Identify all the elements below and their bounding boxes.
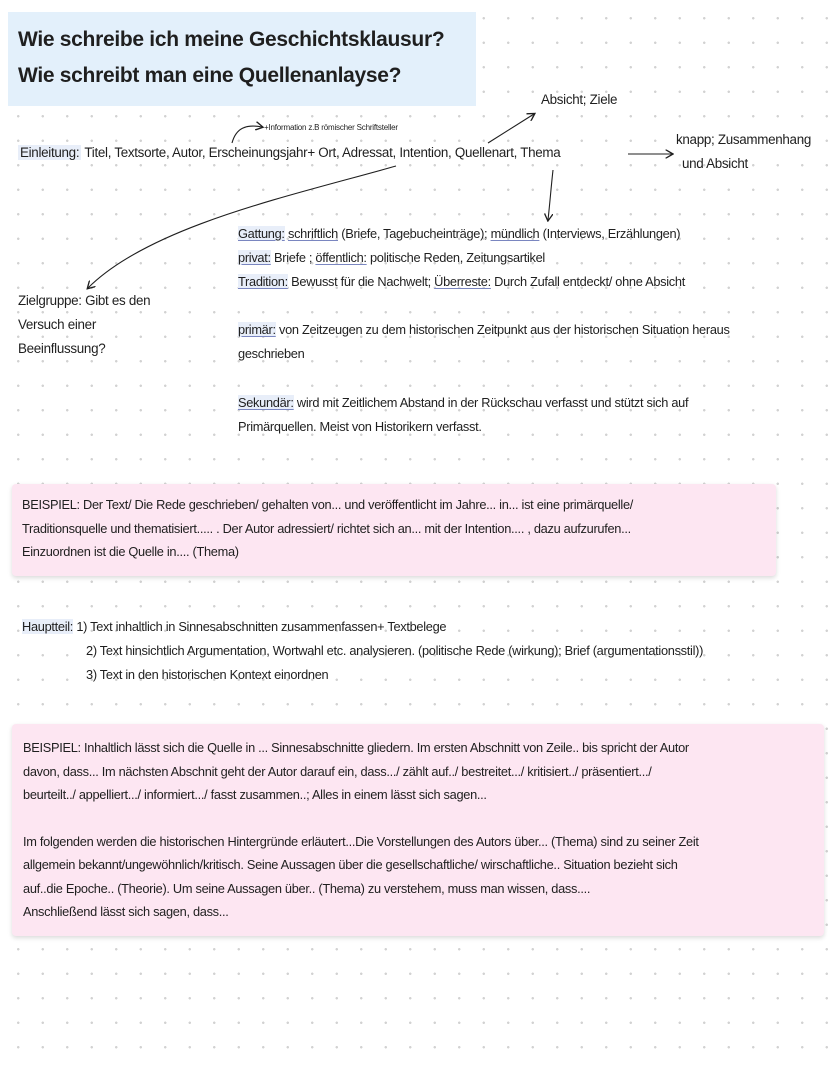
knapp-note-line2: und Absicht: [682, 156, 748, 171]
beispiel1-line3: Einzuordnen ist die Quelle in.... (Thema): [22, 544, 239, 559]
zielgruppe-line2: Versuch einer: [18, 317, 96, 332]
beispiel2-p2-line2: allgemein bekannt/ungewöhnlich/kritisch. Seine Aussagen über die gesellschaftliche/ wirschaftliche.. Situation bezieht sich: [23, 857, 678, 872]
einleitung-line: [18, 145, 560, 160]
hauptteil-line1: [22, 619, 446, 634]
knapp-note-line1: knapp; Zusammenhang: [676, 132, 811, 147]
page-subtitle: Wie schreibt man eine Quellenanlayse?: [18, 64, 402, 87]
zielgruppe-line1: Zielgruppe: Gibt es den: [18, 293, 151, 308]
beispiel2-p1-line3: beurteilt../ appelliert.../ informiert.../ fasst zusammen..; Alles in einem lässt sich sagen...: [23, 787, 487, 802]
beispiel1-line1: BEISPIEL: Der Text/ Die Rede geschrieben/ gehalten von... und veröffentlicht im Jahre... in... ist eine primärquelle/: [22, 497, 634, 512]
oeffentlich-text: politische Reden, Zeitungsartikel: [369, 250, 545, 265]
ueberreste-label: Überreste:: [434, 274, 491, 289]
arrow-to-quellenart: [548, 170, 553, 220]
hauptteil-item2: 2) Text hinsichtlich Argumentation, Wortwahl etc. analysieren. (politische Rede (wirkung); Brief (argumentationsstil)): [86, 643, 704, 658]
sekundaer-text: wird mit Zeitlichem Abstand in der Rückschau verfasst und stützt sich auf: [296, 395, 689, 410]
page-title: Wie schreibe ich meine Geschichtsklausur?: [18, 28, 445, 51]
einleitung-text: Titel, Textsorte, Autor, Erscheinungsjahr+ Ort, Adressat, Intention, Quellenart, Thema: [84, 145, 561, 160]
tradition-text: Bewusst für die Nachwelt;: [291, 274, 431, 289]
tradition-label: Tradition:: [238, 274, 288, 289]
beispiel2-p1-line2: davon, dass... Im nächsten Abschnit geht der Autor darauf ein, dass.../ zählt auf../ bestreitet.../ kritisiert../ präsentiert.../: [23, 763, 652, 779]
oeffentlich-label: öffentlich:: [315, 250, 367, 265]
privat-text: Briefe ;: [274, 250, 313, 265]
zielgruppe-line3: Beeinflussung?: [18, 341, 106, 356]
sekundaer-label: Sekundär:: [238, 395, 294, 410]
gattung-line: [238, 226, 680, 241]
beispiel1-line2: Traditionsquelle und thematisiert..... . Der Autor adressiert/ richtet sich an... mit der Intention.... , dazu aufzurufen...: [22, 520, 631, 536]
muendlich-text: (Interviews, Erzählungen): [542, 226, 681, 241]
arrow-to-absicht: [488, 114, 534, 143]
sekundaer-line1: [238, 395, 688, 410]
primaer-line2: geschrieben: [238, 346, 305, 361]
muendlich-label: mündlich: [490, 226, 540, 241]
hauptteil-item1: 1) Text inhaltlich in Sinnesabschnitten zusammenfassen+ Textbelege: [76, 619, 447, 634]
ueberreste-text: Durch Zufall entdeckt/ ohne Absicht: [494, 274, 685, 289]
schriftlich-label: schriftlich: [287, 226, 338, 241]
beispiel-box-1: [12, 484, 776, 576]
beispiel2-p2-line4: Anschließend lässt sich sagen, dass...: [23, 904, 229, 919]
einleitung-label: Einleitung:: [20, 145, 80, 160]
schriftlich-text: (Briefe, Tagebucheinträge);: [341, 226, 488, 241]
arrow-to-information: [232, 126, 262, 143]
beispiel2-p2-line1: Im folgenden werden die historischen Hintergründe erläutert...Die Vorstellungen des Autors über... (Thema) sind zu seiner Zeit: [23, 833, 699, 849]
hauptteil-item3: 3) Text in den historischen Kontext einordnen: [86, 667, 329, 682]
primaer-text: von Zeitzeugen zu dem historischen Zeitpunkt aus der historischen Situation heraus: [278, 322, 730, 337]
absicht-note: Absicht; Ziele: [541, 92, 618, 107]
sekundaer-line2: Primärquellen. Meist von Historikern verfasst.: [238, 419, 482, 434]
information-note: +Information z.B römischer Schriftsteller: [264, 123, 398, 132]
privat-label: privat:: [238, 250, 271, 265]
beispiel2-p2-line3: auf..die Epoche.. (Theorie). Um seine Aussagen über.. (Thema) zu verstehem, muss man wissen, dass....: [23, 880, 591, 896]
tradition-line: [238, 274, 685, 289]
gattung-label: Gattung:: [238, 226, 285, 241]
primaer-line1: [238, 322, 730, 337]
beispiel-box-2: [12, 724, 824, 936]
privat-line: [238, 250, 545, 265]
beispiel2-p1-line1: BEISPIEL: Inhaltlich lässt sich die Quelle in ... Sinnesabschnitte gliedern. Im ersten Abschnitt von Zeile.. bis spricht der Autor: [23, 740, 689, 755]
primaer-label: primär:: [238, 322, 276, 337]
paragraph-spacer: [23, 807, 824, 830]
hauptteil-label: Hauptteil:: [22, 619, 74, 634]
